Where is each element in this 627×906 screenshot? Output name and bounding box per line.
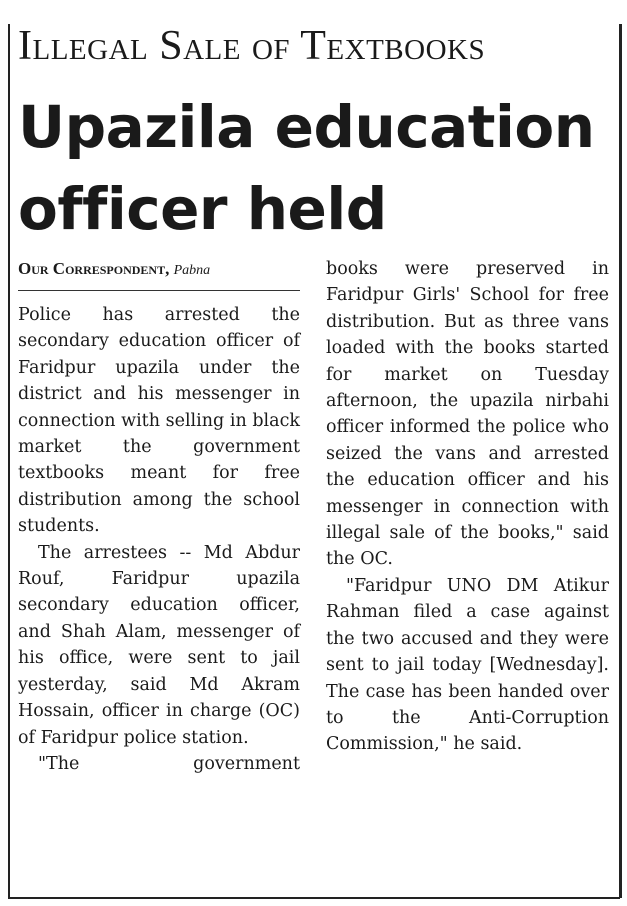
paragraph-1: Police has arrested the secondary education officer of Faridpur upazila under the district and his messenger in connection with selling in black market the government textbooks meant for free distribution among the school students. xyxy=(18,305,300,537)
left-border-rule xyxy=(8,24,10,898)
headline: Upazila education officer held xyxy=(18,93,595,243)
paragraph-2: The arrestees -- Md Abdur Rouf, Faridpur upazila secondary education officer, and Shah Alam, messenger of his office, were sent to jail yesterday, said Md Akram Hossain, officer in charge (OC) of Faridpur police station. xyxy=(18,542,300,748)
byline-rule xyxy=(18,290,300,291)
column-right xyxy=(326,256,609,758)
bottom-border-rule xyxy=(8,897,620,899)
paragraph-4: "Faridpur UNO DM Atikur Rahman filed a case against the two accused and they were sent to jail today [Wednesday]. The case has been handed over to the Anti-Corruption Commission," he said. xyxy=(326,575,609,755)
byline xyxy=(18,258,300,282)
byline-author: Our Correspondent, xyxy=(18,259,170,278)
paragraph-3-continued: books were preserved in Faridpur Girls' School for free distribution. But as three vans loaded with the books started for market on Tuesday afternoon, the upazila nirbahi officer informed the police who seized the vans and arrested the education officer and his messenger in connection with illegal sale of the books," said the OC. xyxy=(326,259,609,570)
byline-place: Pabna xyxy=(173,263,211,278)
right-border-rule xyxy=(619,24,622,898)
paragraph-3-start: "The government xyxy=(38,753,300,774)
column-left xyxy=(18,302,300,777)
kicker: Illegal Sale of Textbooks xyxy=(18,23,486,69)
